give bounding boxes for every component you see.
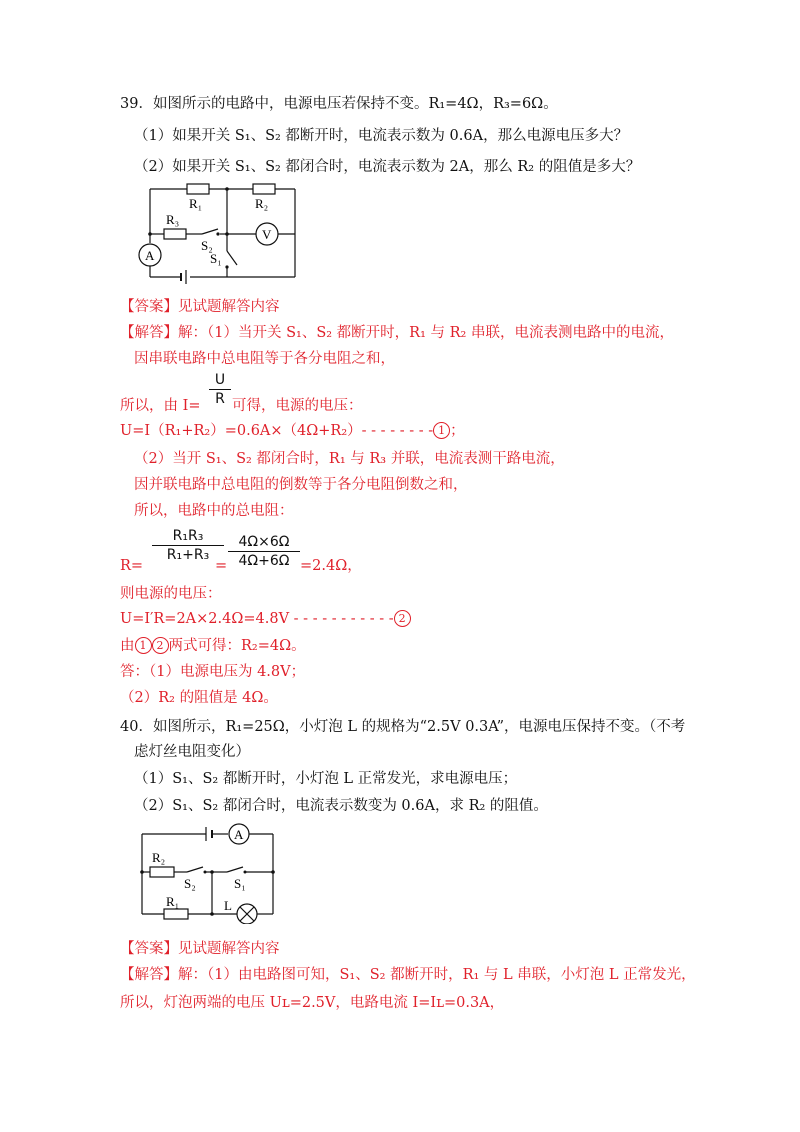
- q40-sol-line2: 所以，灯泡两端的电压 Uʟ=2.5V，电路电流 I=Iʟ=0.3A，: [120, 995, 505, 1011]
- switch-s2: [187, 867, 203, 872]
- circled-2: 2: [394, 610, 411, 627]
- q39-result: =2.4Ω，: [300, 558, 362, 574]
- q40-part1: （1）S₁、S₂ 都断开时，小灯泡 L 正常发光，求电源电压；: [134, 771, 518, 787]
- q39-equals: =: [215, 558, 228, 574]
- q39-sol-line3b: 可得，电源的电压：: [232, 398, 363, 414]
- label-s1: S₁: [210, 251, 222, 266]
- resistor-r2: [150, 867, 174, 877]
- q39-sol-line7: 所以，电路中的总电阻：: [134, 503, 294, 519]
- resistor-r3: [164, 229, 186, 239]
- q39-sol-line9: U=I′R=2A×2.4Ω=4.8V - - - - - - - - - - - 2: [120, 609, 411, 629]
- label-voltmeter: V: [262, 227, 272, 242]
- label-ammeter: A: [234, 827, 244, 842]
- q39-final-answer-2: （2）R₂ 的阻值是 4Ω。: [120, 690, 278, 706]
- q40-title-line1: 40．如图所示，R₁=25Ω，小灯泡 L 的规格为“2.5V 0.3A”，电源电压保持不变。（不考: [120, 719, 686, 735]
- q40-circuit-diagram: [130, 818, 280, 924]
- q39-part1: （1）如果开关 S₁、S₂ 都断开时，电流表示数为 0.6A，那么电源电压多大？: [134, 128, 629, 144]
- q39-answer: 【答案】见试题解答内容: [120, 299, 280, 315]
- label-lamp: L: [224, 898, 232, 913]
- label-s1: S₁: [234, 876, 246, 891]
- switch-s2: [202, 229, 218, 234]
- label-ammeter: A: [145, 248, 155, 263]
- q39-circuit-diagram: [130, 177, 305, 287]
- q40-part2: （2）S₁、S₂ 都闭合时，电流表示数变为 0.6A，求 R₂ 的阻值。: [134, 798, 548, 814]
- q39-sol-line10: 由 1 2 两式可得：R₂=4Ω。: [120, 638, 306, 654]
- switch-s1: [227, 867, 243, 872]
- q39-r-equals: R=: [120, 558, 144, 574]
- resistor-r1: [164, 909, 188, 919]
- label-s2: S₂: [201, 238, 213, 253]
- q39-sol-line6: 因并联电路中总电阻的倒数等于各分电阻倒数之和，: [134, 477, 468, 493]
- q39-title: 39．如图所示的电路中，电源电压若保持不变。R₁=4Ω，R₃=6Ω。: [120, 96, 558, 112]
- q39-sol-line2: 因串联电路中总电阻等于各分电阻之和，: [134, 351, 395, 367]
- formula-numeric-resistance: 4Ω×6Ω 4Ω+6Ω: [228, 534, 300, 569]
- resistor-r2: [253, 184, 275, 194]
- q39-sol-line3: 所以，由 I=: [120, 398, 201, 414]
- q40-sol-line1: 【解答】解：（1）由电路图可知，S₁、S₂ 都断开时，R₁ 与 L 串联，小灯泡 L 正常发光，: [120, 967, 696, 983]
- frac-numerator: U: [214, 372, 226, 388]
- q40-answer: 【答案】见试题解答内容: [120, 941, 280, 957]
- q39-sol-line8: 则电源的电压：: [120, 586, 222, 602]
- frac-denominator: R: [215, 391, 225, 407]
- label-r2: R₂: [255, 196, 269, 211]
- resistor-r1: [187, 184, 209, 194]
- q39-sol-line5: （2）当开 S₁、S₂ 都闭合时，R₁ 与 R₃ 并联，电流表测干路电流，: [134, 451, 565, 467]
- circled-1: 1: [433, 422, 450, 439]
- label-r1: R₁: [166, 894, 180, 909]
- switch-s1: [227, 251, 237, 265]
- q39-sol-line4: U=I（R₁+R₂）=0.6A×（4Ω+R₂）- - - - - - - - 1 ；: [120, 423, 465, 439]
- q39-final-answer-1: 答：（1）电源电压为 4.8V；: [120, 664, 306, 680]
- formula-i-equals-u-over-r: [209, 372, 231, 407]
- label-r1: R₁: [189, 196, 203, 211]
- formula-parallel-resistance: R₁R₃ R₁+R₃: [152, 528, 224, 563]
- label-r3: R₃: [166, 212, 180, 227]
- q39-sol-line1: 【解答】解：（1）当开关 S₁、S₂ 都断开时，R₁ 与 R₂ 串联，电流表测电路中的电流，: [120, 325, 674, 341]
- label-s2: S₂: [184, 876, 196, 891]
- q40-title-line2: 虑灯丝电阻变化）: [134, 744, 250, 760]
- label-r2: R₂: [152, 850, 166, 865]
- q39-part2: （2）如果开关 S₁、S₂ 都闭合时，电流表示数为 2A，那么 R₂ 的阻值是多大？: [134, 159, 641, 175]
